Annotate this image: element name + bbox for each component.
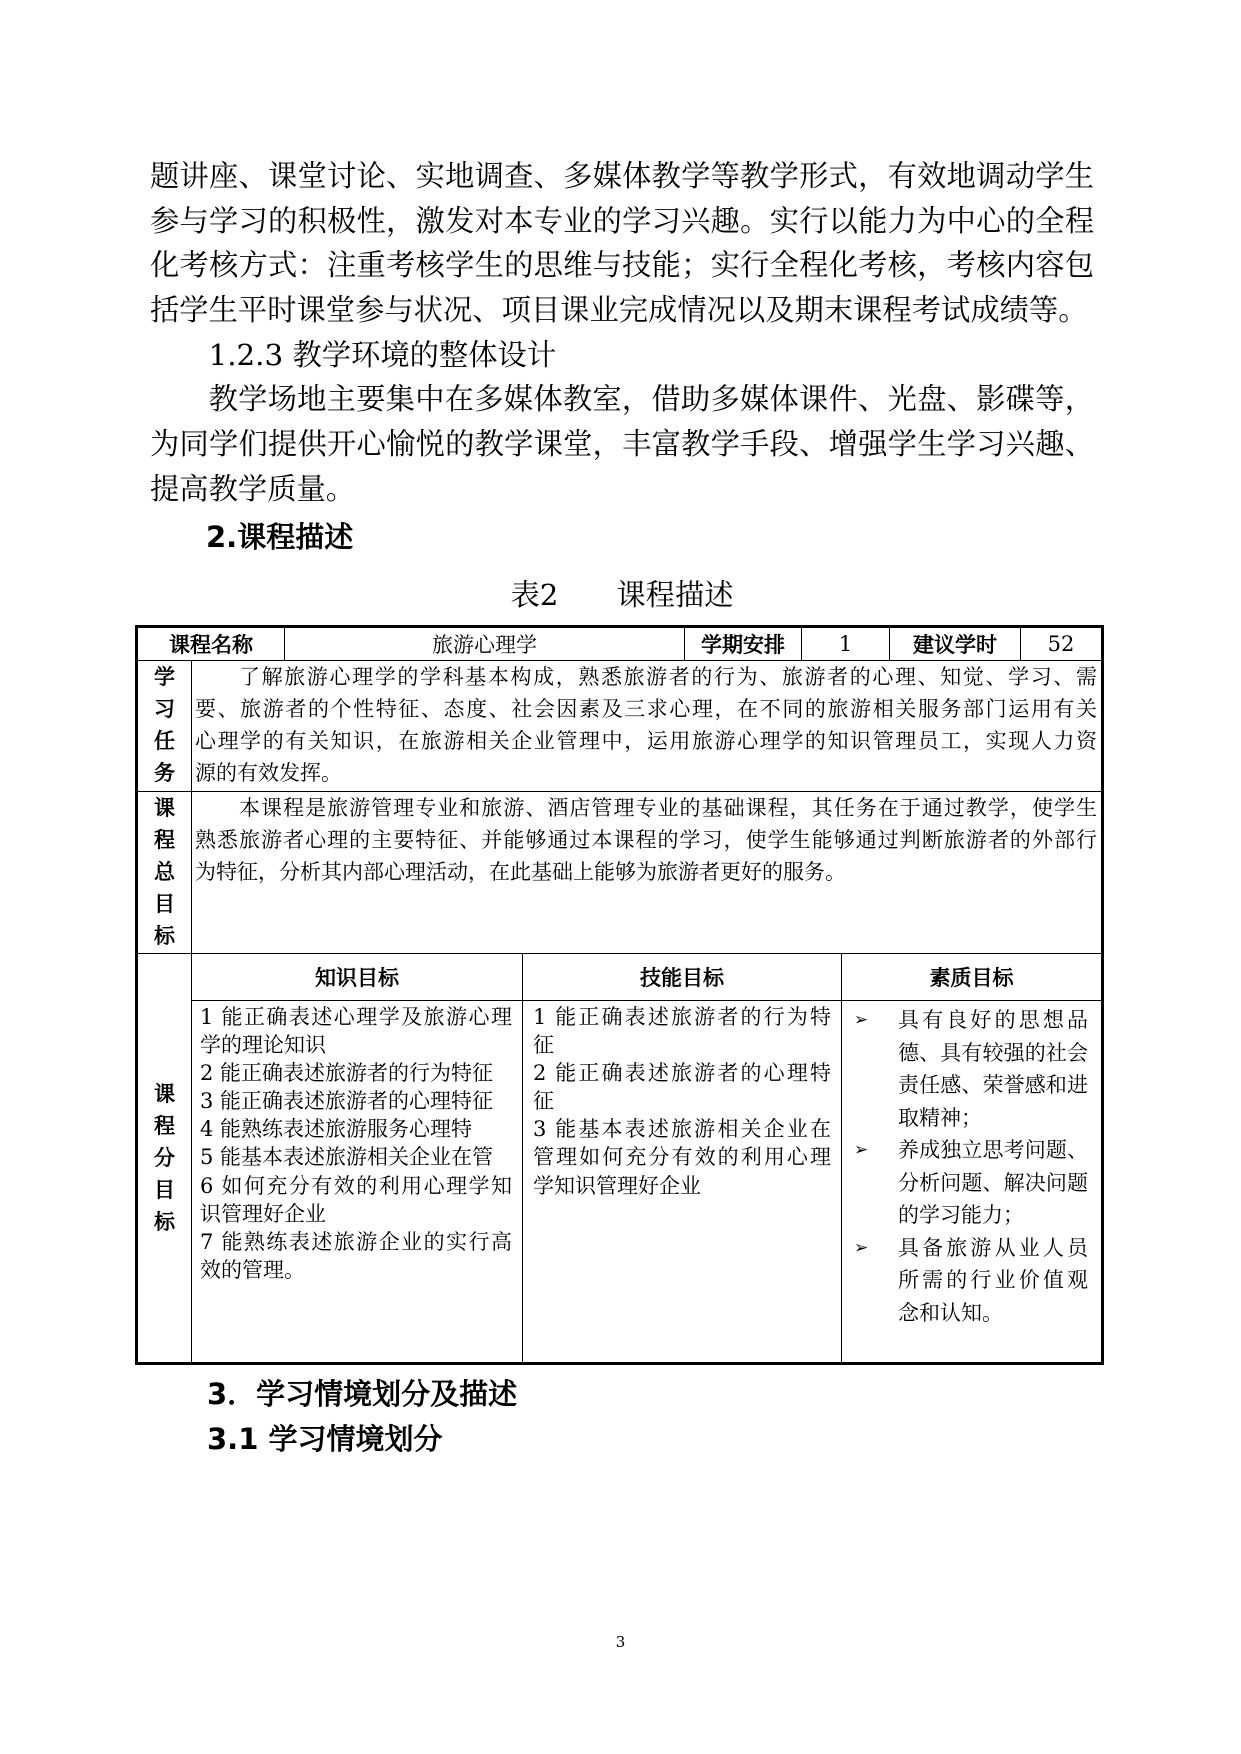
table-caption (150, 573, 1094, 617)
section-heading-1-2-3: 1.2.3 教学环境的整体设计 (208, 337, 557, 372)
intro-paragraph-line: 括学生平时课堂参与状况、项目课业完成情况以及期末课程考试成绩等。 (150, 293, 1088, 328)
goal-item-line: 2 能正确表述旅游者的行为特征 (200, 1061, 494, 1086)
overall-goals-label: 课程总目标 (138, 792, 192, 954)
arrowhead-bullet-icon (854, 1134, 868, 1167)
goal-item (533, 1059, 831, 1115)
goal-item (533, 1003, 831, 1059)
goal-item-line: 4 能熟练表述旅游服务心理特 (200, 1117, 473, 1142)
goal-item-line: 学的理论知识 (200, 1033, 326, 1058)
goal-item-line: 7 能熟练表述旅游企业的实行高 (200, 1229, 512, 1254)
goal-item-line: 具备旅游从业人员 (898, 1235, 1088, 1260)
goal-item-line: 6 如何充分有效的利用心理学知 (200, 1173, 512, 1198)
goal-item-line: 2 能正确表述旅游者的心理特 (533, 1061, 831, 1086)
goal-item (200, 1087, 512, 1115)
goal-item-line: 念和认知。 (898, 1300, 1003, 1325)
section-heading-3: 3．学习情境划分及描述 (207, 1377, 518, 1411)
course-description-table (135, 625, 1104, 1365)
goal-item (898, 1232, 1088, 1330)
goal-item-line: 德、具有较强的社会 (898, 1040, 1088, 1065)
skill-goals-list (523, 1001, 842, 1362)
goal-item-line: 3 能基本表述旅游相关企业在 (533, 1117, 831, 1142)
environment-paragraph-line: 教学场地主要集中在多媒体教室，借助多媒体课件、光盘、影碟等， (208, 382, 1094, 417)
section-heading-3-1: 3.1 学习情境划分 (207, 1422, 443, 1456)
text-line: 要、旅游者的个性特征、态度、社会因素及三求心理，在不同的旅游相关服务部门运用有关 (195, 697, 1097, 721)
semester-value: 1 (802, 628, 890, 661)
goal-item (898, 1134, 1088, 1232)
goal-item-line: 具有良好的思想品 (898, 1008, 1088, 1032)
goal-item (200, 1115, 512, 1143)
text-line: 本课程是旅游管理专业和旅游、酒店管理专业的基础课程，其任务在于通过教学，使学生 (239, 796, 1097, 820)
intro-paragraph-line: 参与学习的积极性，激发对本专业的学习兴趣。实行以能力为中心的全程 (150, 203, 1094, 238)
learning-tasks-label: 学习任务 (138, 661, 192, 792)
goal-item-line: 1 能正确表述心理学及旅游心理 (200, 1005, 512, 1029)
course-name-label: 课程名称 (138, 628, 285, 661)
table-caption-label: 表2 (510, 578, 559, 612)
goal-item-line: 5 能基本表述旅游相关企业在管 (200, 1145, 494, 1170)
table-caption-title: 课程描述 (616, 578, 734, 612)
skill-goals-header: 技能目标 (523, 954, 842, 1001)
environment-paragraph-line: 为同学们提供开心愉悦的教学课堂，丰富教学手段、增强学生学习兴趣、 (150, 427, 1094, 462)
goal-item-line: 责任感、荣誉感和进 (898, 1073, 1088, 1097)
knowledge-goals-list (192, 1001, 523, 1362)
goal-item-line: 征 (533, 1089, 554, 1114)
sub-goals-label: 课程分目标 (138, 954, 192, 1362)
intro-paragraph-line: 化考核方式：注重考核学生的思维与技能；实行全程化考核，考核内容包 (150, 248, 1094, 283)
goal-item-line: 管理如何充分有效的利用心理 (533, 1145, 831, 1170)
quality-goals-list (842, 1001, 1101, 1362)
environment-paragraph-line: 提高教学质量。 (150, 471, 356, 506)
goal-item-line: 征 (533, 1033, 554, 1058)
semester-label: 学期安排 (685, 628, 802, 661)
goal-item-line: 取精神； (898, 1105, 982, 1130)
goal-item-line: 识管理好企业 (200, 1201, 326, 1226)
goal-item (200, 1143, 512, 1171)
goal-item-line: 效的管理。 (200, 1257, 305, 1282)
goal-item (898, 1004, 1088, 1134)
goal-item-line: 3 能正确表述旅游者的心理特征 (200, 1089, 494, 1114)
goal-item-line: 养成独立思考问题、 (898, 1138, 1088, 1162)
knowledge-goals-header: 知识目标 (192, 954, 523, 1001)
text-line: 源的有效发挥。 (195, 761, 342, 785)
text-line: 心理学的有关知识，在旅游相关企业管理中，运用旅游心理学的知识管理员工，实现人力资 (195, 729, 1097, 753)
text-line: 熟悉旅游者心理的主要特征、并能够通过本课程的学习，使学生能够通过判断旅游者的外部行 (195, 828, 1097, 852)
intro-paragraph-line: 题讲座、课堂讨论、实地调查、多媒体教学等教学形式，有效地调动学生 (150, 159, 1094, 193)
hours-label: 建议学时 (890, 628, 1021, 661)
goal-item (200, 1228, 512, 1284)
goal-item-line: 1 能正确表述旅游者的行为特 (533, 1005, 831, 1029)
course-name-value: 旅游心理学 (285, 628, 685, 661)
arrowhead-bullet-icon (854, 1004, 868, 1037)
body-text (150, 154, 1094, 512)
section-heading-2: 2.课程描述 (206, 520, 354, 554)
quality-goals-header: 素质目标 (842, 954, 1101, 1001)
text-line: 了解旅游心理学的学科基本构成，熟悉旅游者的行为、旅游者的心理、知觉、学习、需 (239, 665, 1097, 689)
page-number: 3 (615, 1633, 626, 1651)
hours-value: 52 (1021, 628, 1101, 661)
goal-item-line: 所需的行业价值观 (898, 1268, 1088, 1292)
goal-item (200, 1059, 512, 1087)
goal-item-line: 学知识管理好企业 (533, 1173, 701, 1198)
overall-goals-content (192, 792, 1101, 954)
goal-item-line: 分析问题、解决问题 (898, 1170, 1088, 1195)
goal-item (200, 1172, 512, 1228)
learning-tasks-content (192, 661, 1101, 792)
goal-item-line: 的学习能力； (898, 1203, 1024, 1227)
text-line: 为特征，分析其内部心理活动，在此基础上能够为旅游者更好的服务。 (195, 860, 846, 884)
goal-item (200, 1003, 512, 1059)
goal-item (533, 1115, 831, 1199)
arrowhead-bullet-icon (854, 1232, 868, 1265)
